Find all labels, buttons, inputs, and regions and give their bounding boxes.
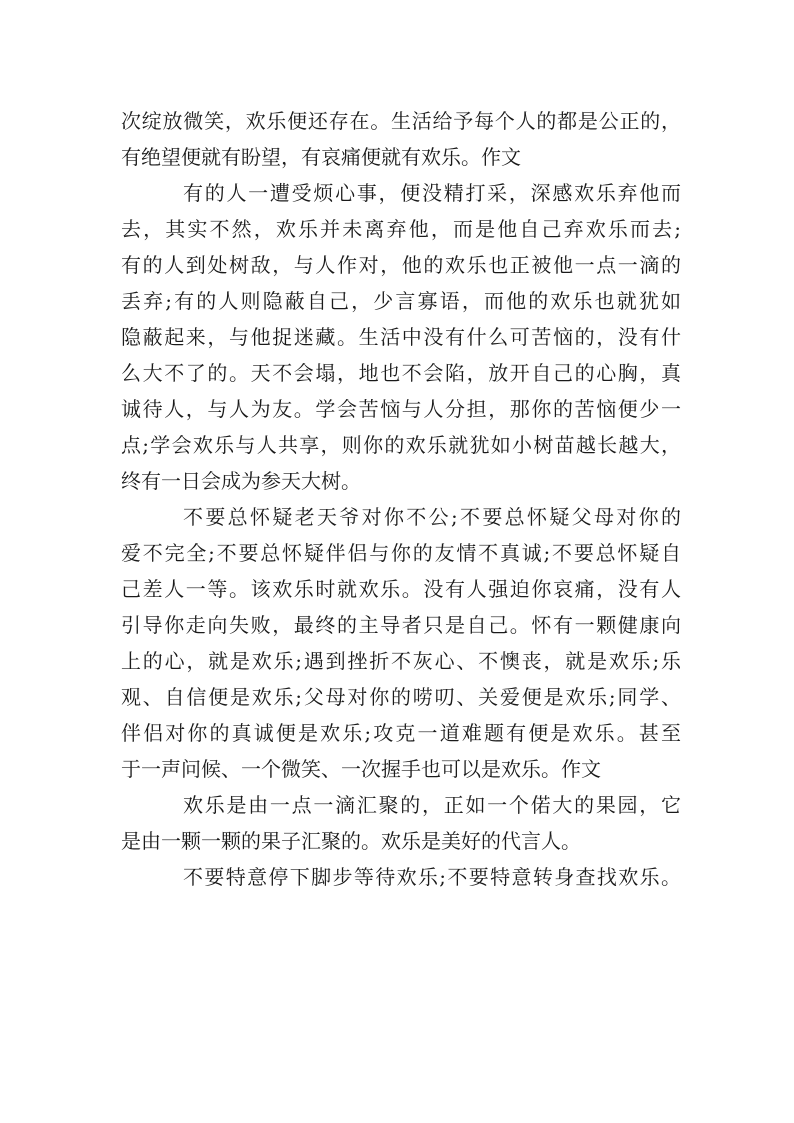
text-line: 己差人一等。该欢乐时就欢乐。没有人强迫你哀痛，没有人 [121,577,681,601]
body-text [121,103,681,895]
text-line: 有绝望便就有盼望，有哀痛便就有欢乐。作文 [121,145,521,169]
text-line: 有的人到处树敌，与人作对，他的欢乐也正被他一点一滴的 [121,253,681,277]
text-line: 点;学会欢乐与人共享，则你的欢乐就犹如小树苗越长越大， [121,433,681,457]
text-line: 么大不了的。天不会塌，地也不会陷，放开自己的心胸，真 [121,361,681,385]
text-line: 引导你走向失败，最终的主导者只是自己。怀有一颗健康向 [121,613,681,637]
text-line: 于一声问候、一个微笑、一次握手也可以是欢乐。作文 [121,757,601,781]
text-line: 隐蔽起来，与他捉迷藏。生活中没有什么可苦恼的，没有什 [121,325,681,349]
text-line: 伴侣对你的真诚便是欢乐;攻克一道难题有便是欢乐。甚至 [121,721,681,745]
text-line: 诚待人，与人为友。学会苦恼与人分担，那你的苦恼便少一 [121,397,681,421]
text-line: 丢弃;有的人则隐蔽自己，少言寡语，而他的欢乐也就犹如 [121,289,681,313]
text-line: 观、自信便是欢乐;父母对你的唠叨、关爱便是欢乐;同学、 [121,685,681,709]
paragraph-first-line: 不要特意停下脚步等待欢乐;不要特意转身查找欢乐。 [183,865,681,889]
text-line: 爱不完全;不要总怀疑伴侣与你的友情不真诚;不要总怀疑自 [121,541,681,565]
text-line: 上的心，就是欢乐;遇到挫折不灰心、不懊丧，就是欢乐;乐 [121,649,681,673]
text-line: 终有一日会成为参天大树。 [121,469,361,493]
text-line: 次绽放微笑，欢乐便还存在。生活给予每个人的都是公正的， [121,109,681,133]
paragraph-first-line: 欢乐是由一点一滴汇聚的，正如一个偌大的果园，它 [183,793,681,817]
text-line: 去，其实不然，欢乐并未离弃他，而是他自己弃欢乐而去; [121,217,681,241]
paragraph-first-line: 有的人一遭受烦心事，便没精打采，深感欢乐弃他而 [183,181,681,205]
text-line: 是由一颗一颗的果子汇聚的。欢乐是美好的代言人。 [121,829,581,853]
paragraph-first-line: 不要总怀疑老天爷对你不公;不要总怀疑父母对你的 [183,505,681,529]
